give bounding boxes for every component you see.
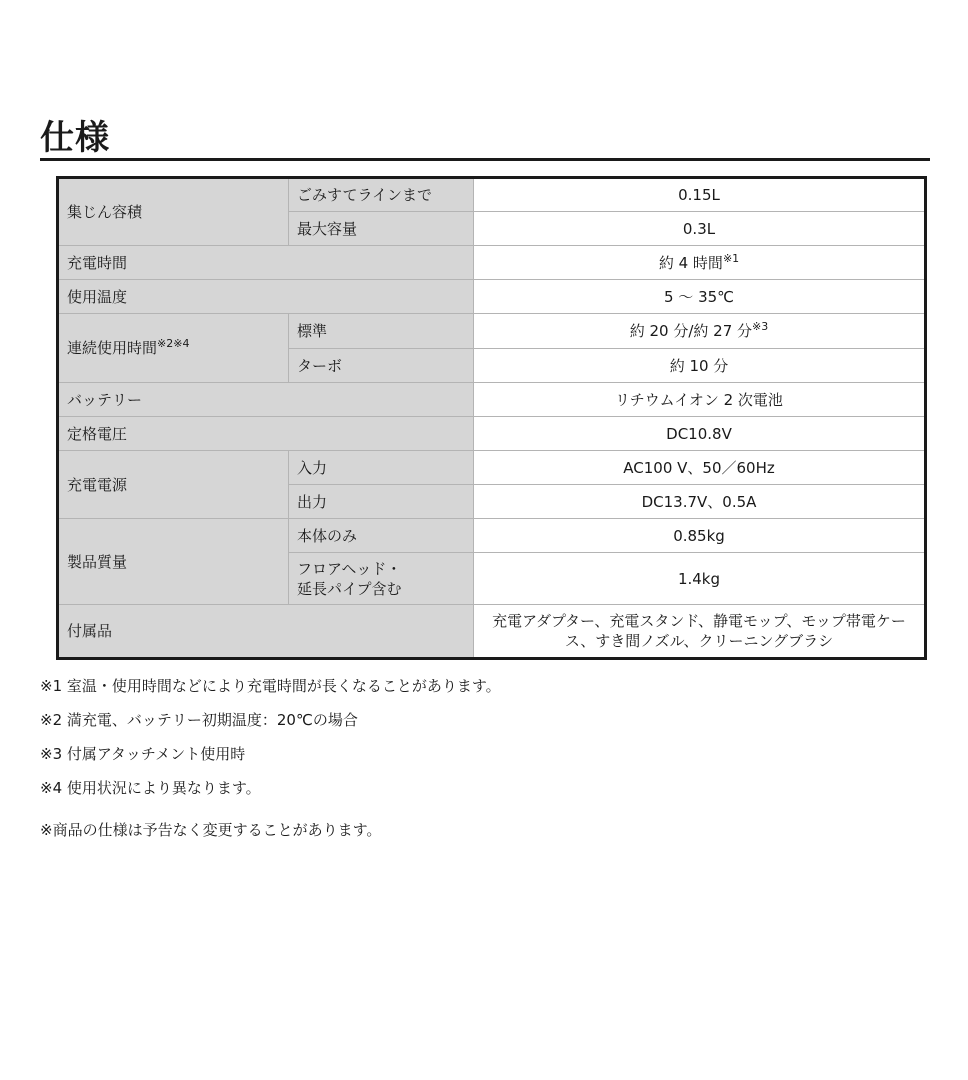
value-voltage: DC10.8V bbox=[474, 417, 926, 451]
value-charge-time bbox=[474, 246, 926, 280]
table-row bbox=[58, 246, 926, 280]
table-row bbox=[58, 314, 926, 349]
sub-label-runtime-turbo: ターボ bbox=[289, 349, 474, 383]
value-power-input: AC100 V、50／60Hz bbox=[474, 451, 926, 485]
accessories-line1: 充電アダプター、充電スタンド、静電モップ、モップ帯電ケー bbox=[492, 612, 906, 630]
title-divider bbox=[40, 158, 930, 161]
row-label-charge-time: 充電時間 bbox=[58, 246, 474, 280]
sub-label-weight-full bbox=[289, 553, 474, 605]
value-runtime-standard bbox=[474, 314, 926, 349]
disclaimer: ※商品の仕様は予告なく変更することがあります。 bbox=[40, 821, 382, 839]
table-row bbox=[58, 519, 926, 553]
row-label-battery: バッテリー bbox=[58, 383, 474, 417]
value-weight-full: 1.4kg bbox=[474, 553, 926, 605]
runtime-standard-note: ※3 bbox=[752, 320, 769, 333]
sub-label-dust-max: 最大容量 bbox=[289, 212, 474, 246]
sub-label-power-input: 入力 bbox=[289, 451, 474, 485]
value-temp: 5 ～ 35℃ bbox=[474, 280, 926, 314]
value-weight-body: 0.85kg bbox=[474, 519, 926, 553]
row-label-temp: 使用温度 bbox=[58, 280, 474, 314]
row-label-dust: 集じん容積 bbox=[58, 178, 289, 246]
weight-full-line1: フロアヘッド・ bbox=[297, 559, 402, 578]
spec-table bbox=[56, 176, 927, 660]
charge-time-note: ※1 bbox=[722, 251, 740, 265]
value-dust-line: 0.15L bbox=[474, 178, 926, 212]
weight-full-line2: 延長パイプ含む bbox=[297, 579, 402, 598]
table-row bbox=[58, 178, 926, 212]
table-row bbox=[58, 280, 926, 314]
value-dust-max: 0.3L bbox=[474, 212, 926, 246]
row-label-power: 充電電源 bbox=[58, 451, 289, 519]
footnote-2: ※2 満充電、バッテリー初期温度：20℃の場合 bbox=[40, 711, 358, 729]
sub-label-dust-line: ごみすてラインまで bbox=[289, 178, 474, 212]
row-label-weight: 製品質量 bbox=[58, 519, 289, 605]
footnote-4: ※4 使用状況により異なります。 bbox=[40, 779, 261, 797]
value-power-output: DC13.7V、0.5A bbox=[474, 485, 926, 519]
row-label-voltage: 定格電圧 bbox=[58, 417, 474, 451]
table-row bbox=[58, 451, 926, 485]
footnote-1: ※1 室温・使用時間などにより充電時間が長くなることがあります。 bbox=[40, 677, 501, 695]
page-title: 仕様 bbox=[40, 118, 110, 158]
runtime-label-note: ※2※4 bbox=[157, 337, 190, 350]
value-accessories bbox=[474, 605, 926, 659]
row-label-accessories: 付属品 bbox=[58, 605, 474, 659]
row-label-runtime bbox=[58, 314, 289, 383]
charge-time-text: 約 4 時間 bbox=[658, 253, 723, 272]
table-row bbox=[58, 417, 926, 451]
sub-label-runtime-standard: 標準 bbox=[289, 314, 474, 349]
sub-label-weight-body: 本体のみ bbox=[289, 519, 474, 553]
footnote-3: ※3 付属アタッチメント使用時 bbox=[40, 745, 246, 763]
runtime-standard-text: 約 20 分/約 27 分 bbox=[629, 322, 753, 340]
runtime-label-text: 連続使用時間 bbox=[67, 339, 158, 357]
sub-label-power-output: 出力 bbox=[289, 485, 474, 519]
value-runtime-turbo: 約 10 分 bbox=[474, 349, 926, 383]
accessories-line2: ス、すき間ノズル、クリーニングブラシ bbox=[564, 632, 834, 650]
table-row bbox=[58, 605, 926, 659]
table-row bbox=[58, 383, 926, 417]
value-battery: リチウムイオン 2 次電池 bbox=[474, 383, 926, 417]
